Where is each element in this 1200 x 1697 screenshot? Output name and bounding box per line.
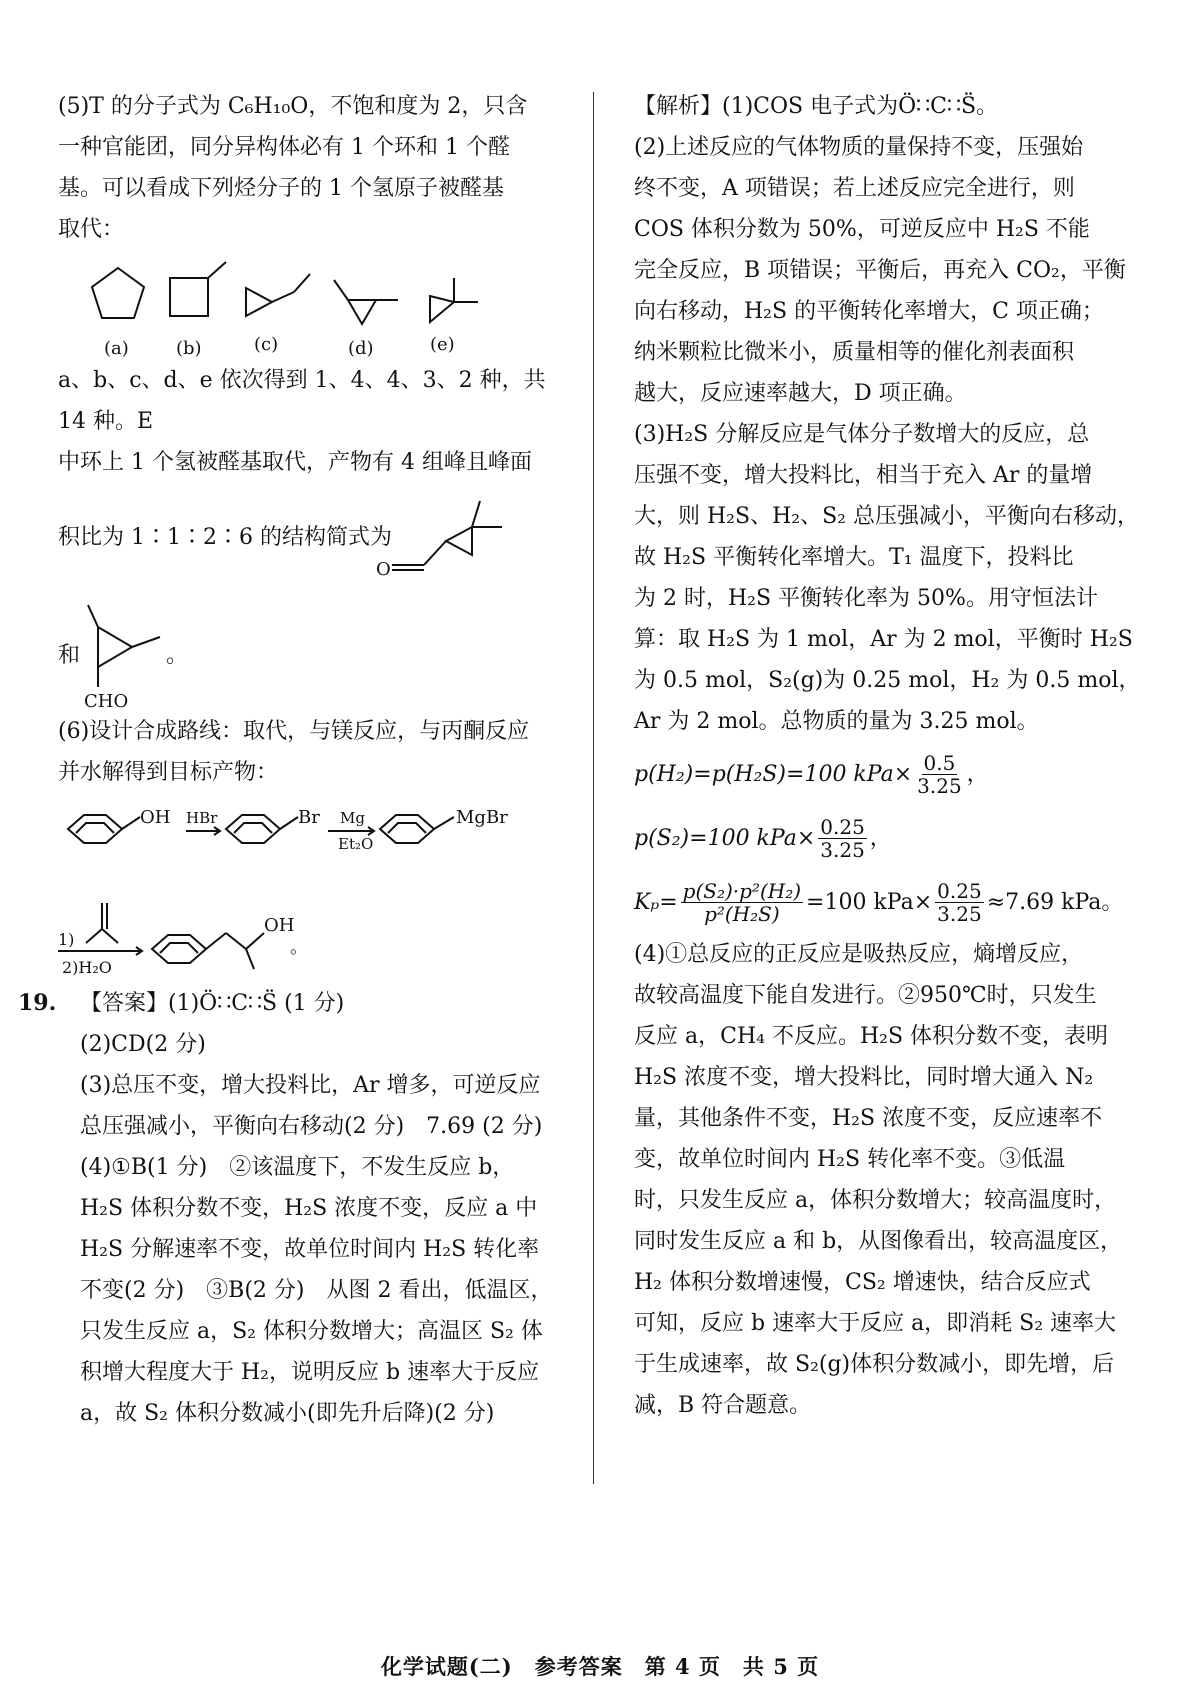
route-step2: 2)H₂O bbox=[62, 958, 112, 977]
q19-line-8: 不变(2 分) ③B(2 分) 从图 2 看出，低温区， bbox=[80, 1278, 553, 1303]
and-text: 和 bbox=[58, 643, 81, 668]
analysis-4-line-4: H₂S 浓度不变，增大投料比，同时增大通入 N₂ bbox=[634, 1065, 1094, 1090]
q19-line-10: 积增大程度大于 H₂，说明反应 b 速率大于反应 bbox=[80, 1360, 540, 1385]
q19-line-1: 【答案】(1)Ö∷C∷S̈ (1 分) bbox=[80, 991, 345, 1016]
analysis-line-8: 越大，反应速率越大，D 项正确。 bbox=[634, 381, 967, 406]
analysis-4-line-8: 同时发生反应 a 和 b，从图像看出，较高温度区， bbox=[634, 1229, 1123, 1254]
ring-label-b: (b) bbox=[176, 338, 202, 359]
route-oh: OH bbox=[140, 807, 171, 828]
analysis-line-2: (2)上述反应的气体物质的量保持不变，压强始 bbox=[634, 135, 1084, 160]
route-mgbr: MgBr bbox=[456, 807, 508, 828]
equation-kp bbox=[634, 870, 1144, 934]
hydrocarbon-rings-figure bbox=[58, 250, 528, 360]
ring-label-d: (d) bbox=[348, 338, 374, 359]
eq3-lhs: Kₚ= bbox=[634, 889, 678, 915]
eq2-fraction bbox=[818, 816, 867, 861]
analysis-line-9: (3)H₂S 分解反应是气体分子数增大的反应，总 bbox=[634, 422, 1090, 447]
eq1-numerator: 0.5 bbox=[923, 750, 956, 775]
analysis-line-1: 【解析】(1)COS 电子式为Ö∷C∷S̈。 bbox=[634, 94, 999, 119]
eq3-denominator: p²(H₂S) bbox=[704, 901, 780, 926]
route-br: Br bbox=[298, 807, 320, 828]
aldehyde-structure-1 bbox=[376, 483, 536, 591]
eq3-mid: =100 kPa× bbox=[806, 889, 933, 915]
q19-line-5: (4)①B(1 分) ②该温度下，不发生反应 b， bbox=[80, 1155, 515, 1180]
eq1-lhs: p(H₂)=p(H₂S)=100 kPa× bbox=[634, 761, 913, 787]
page-footer: 化学试题(二) 参考答案 第 4 页 共 5 页 bbox=[380, 1654, 820, 1679]
aldehyde-o-label: O bbox=[376, 559, 391, 580]
p5-line-3: 基。可以看成下列烃分子的 1 个氢原子被醛基 bbox=[58, 176, 504, 201]
analysis-line-5: 完全反应，B 项错误；平衡后，再充入 CO₂，平衡 bbox=[634, 258, 1126, 283]
ring-e-cyclopropane bbox=[430, 296, 454, 322]
analysis-line-11: 大，则 H₂S、H₂、S₂ 总压强减小，平衡向右移动， bbox=[634, 504, 1139, 529]
eq1-denominator: 3.25 bbox=[917, 773, 962, 798]
eq1-end: ， bbox=[966, 761, 989, 787]
analysis-4-line-9: H₂ 体积分数增速慢，CS₂ 增速快，结合反应式 bbox=[634, 1270, 1091, 1295]
q19-line-9: 只发生反应 a，S₂ 体积分数增大；高温区 S₂ 体 bbox=[80, 1319, 543, 1344]
eq3-numerator-2: 0.25 bbox=[937, 878, 982, 903]
eq2-numerator: 0.25 bbox=[820, 814, 865, 839]
route-mg: Mg bbox=[340, 809, 365, 827]
equation-partial-pressure-h2 bbox=[634, 742, 1144, 806]
analysis-line-4: COS 体积分数为 50%，可逆反应中 H₂S 不能 bbox=[634, 217, 1090, 242]
q19-line-4: 总压强减小，平衡向右移动(2 分) 7.69 (2 分) bbox=[80, 1114, 543, 1139]
ring-d-cyclopropane bbox=[348, 300, 376, 324]
cho-label: CHO bbox=[84, 691, 129, 711]
p5-line-1: (5)T 的分子式为 C₆H₁₀O，不饱和度为 2，只含 bbox=[58, 94, 528, 119]
q19-line-7: H₂S 分解速率不变，故单位时间内 H₂S 转化率 bbox=[80, 1237, 540, 1262]
eq2-denominator: 3.25 bbox=[820, 837, 865, 862]
eq3-fraction-2 bbox=[935, 880, 984, 925]
analysis-line-15: 为 0.5 mol，S₂(g)为 0.25 mol，H₂ 为 0.5 mol， bbox=[634, 668, 1141, 693]
p5-ratio-text: 积比为 1∶1∶2∶6 的结构简式为 bbox=[58, 525, 392, 550]
route-et2o: Et₂O bbox=[338, 835, 374, 853]
column-divider bbox=[593, 92, 594, 1484]
p6-line-2: 并水解得到目标产物： bbox=[58, 760, 279, 785]
eq3-end: ≈7.69 kPa。 bbox=[986, 889, 1124, 915]
ring-label-a: (a) bbox=[104, 338, 129, 359]
q19-line-3: (3)总压不变，增大投料比，Ar 增多，可逆反应 bbox=[80, 1073, 541, 1098]
right-column bbox=[634, 86, 1144, 1426]
route-period: 。 bbox=[290, 937, 308, 958]
eq3-fraction-1 bbox=[681, 880, 803, 925]
analysis-4-line-6: 变，故单位时间内 H₂S 转化率不变。③低温 bbox=[634, 1147, 1066, 1172]
ring-a-cyclopentane bbox=[92, 268, 144, 318]
aldehyde-structure-row-1 bbox=[58, 483, 558, 591]
eq1-fraction bbox=[915, 752, 964, 797]
analysis-4-line-12: 减，B 符合题意。 bbox=[634, 1393, 812, 1418]
analysis-line-16: Ar 为 2 mol。总物质的量为 3.25 mol。 bbox=[634, 709, 1039, 734]
analysis-4-line-2: 故较高温度下能自发进行。②950℃时，只发生 bbox=[634, 983, 1097, 1008]
equation-partial-pressure-s2 bbox=[634, 806, 1144, 870]
q19-line-6: H₂S 体积分数不变，H₂S 浓度不变，反应 a 中 bbox=[80, 1196, 538, 1221]
analysis-line-6: 向右移动，H₂S 的平衡转化率增大，C 项正确； bbox=[634, 299, 1104, 324]
analysis-line-3: 终不变，A 项错误；若上述反应完全进行，则 bbox=[634, 176, 1075, 201]
p5-line-4: 取代： bbox=[58, 217, 125, 242]
analysis-4-line-10: 可知，反应 b 速率大于反应 a，即消耗 S₂ 速率大 bbox=[634, 1311, 1117, 1336]
eq2-end: ， bbox=[869, 825, 892, 851]
analysis-line-13: 为 2 时，H₂S 平衡转化率为 50%。用守恒法计 bbox=[634, 586, 1098, 611]
route-step1: 1) bbox=[58, 930, 75, 949]
ring-label-c: (c) bbox=[254, 334, 279, 355]
eq3-denominator-2: 3.25 bbox=[937, 901, 982, 926]
synthesis-route-figure bbox=[58, 793, 558, 983]
left-column bbox=[18, 86, 558, 1434]
p5-after-2: 中环上 1 个氢被醛基取代，产物有 4 组峰且峰面 bbox=[58, 450, 532, 475]
q19-line-11: a，故 S₂ 体积分数减小(即先升后降)(2 分) bbox=[80, 1401, 495, 1426]
p6-line-1: (6)设计合成路线：取代，与镁反应，与丙酮反应 bbox=[58, 719, 530, 744]
ring-label-e: (e) bbox=[430, 334, 455, 355]
period-mark: 。 bbox=[166, 643, 189, 668]
analysis-line-12: 故 H₂S 平衡转化率增大。T₁ 温度下，投料比 bbox=[634, 545, 1074, 570]
route-hbr: HBr bbox=[186, 809, 218, 827]
ring-b-cyclobutane bbox=[170, 278, 208, 316]
ring-c-cyclopropane bbox=[246, 288, 272, 316]
analysis-line-7: 纳米颗粒比微米小，质量相等的催化剂表面积 bbox=[634, 340, 1075, 365]
aldehyde-structure-row-2 bbox=[58, 591, 558, 711]
eq2-lhs: p(S₂)=100 kPa× bbox=[634, 825, 816, 851]
p5-after-1: a、b、c、d、e 依次得到 1、4、4、3、2 种，共 14 种。E bbox=[58, 368, 546, 434]
q19-number: 19. bbox=[18, 990, 57, 1016]
analysis-4-line-5: 量，其他条件不变，H₂S 浓度不变，反应速率不 bbox=[634, 1106, 1103, 1131]
q19-answer-block bbox=[18, 983, 558, 1434]
eq3-numerator: p(S₂)·p²(H₂) bbox=[682, 878, 802, 903]
analysis-4-line-11: 于生成速率，故 S₂(g)体积分数减小，即先增，后 bbox=[634, 1352, 1115, 1377]
analysis-4-line-7: 时，只发生反应 a，体积分数增大；较高温度时， bbox=[634, 1188, 1117, 1213]
analysis-line-14: 算：取 H₂S 为 1 mol，Ar 为 2 mol，平衡时 H₂S bbox=[634, 627, 1133, 652]
q19-line-2: (2)CD(2 分) bbox=[80, 1032, 206, 1057]
analysis-4-line-1: (4)①总反应的正反应是吸热反应，熵增反应， bbox=[634, 942, 1084, 967]
route-product-oh: OH bbox=[264, 915, 295, 936]
analysis-4-line-3: 反应 a，CH₄ 不反应。H₂S 体积分数不变，表明 bbox=[634, 1024, 1109, 1049]
analysis-line-10: 压强不变，增大投料比，相当于充入 Ar 的量增 bbox=[634, 463, 1093, 488]
p5-line-2: 一种官能团，同分异构体必有 1 个环和 1 个醛 bbox=[58, 135, 510, 160]
